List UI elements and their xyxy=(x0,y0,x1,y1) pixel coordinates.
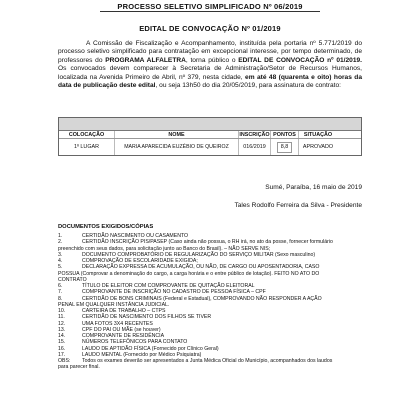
intro-text-1: A Comissão de Fiscalização e Acompanhamento, instituída pela portaria nº 5.771/2019 do processo seletivo simplificado para contratação em excepcional interesse, por tempo determinado, de professores do xyxy=(58,40,362,64)
list-item-number: 8. xyxy=(58,295,63,302)
list-item xyxy=(58,358,364,364)
deadline-text: em até 48 (quarenta e oito) horas da data de publicação deste edital xyxy=(58,73,362,90)
list-item-text: PENAL EM QUALQUER INSTÂNCIA JUDICIAL. xyxy=(58,301,170,308)
list-item-number: 5. xyxy=(58,264,63,271)
list-item-number: 2. xyxy=(58,239,63,246)
list-item-text: POSSUA (Comprovar a denominação do cargo, a carga horária e o entre público de lotação). FEITO NO ATO DO xyxy=(58,270,320,277)
list-item-number: OBS: xyxy=(58,358,71,364)
docs-title: DOCUMENTOS EXIGIDOS/CÓPIAS xyxy=(58,224,154,230)
list-item-number: 1. xyxy=(58,233,63,239)
list-item-text: CPF DO PAI OU MÃE (se houver) xyxy=(82,326,161,333)
list-item-text: UMA FOTOS 3X4 RECENTES xyxy=(82,320,153,327)
cell-nome: MARIA APARECIDA EUZÉBIO DE QUEIROZ xyxy=(115,139,239,155)
intro-paragraph xyxy=(58,40,362,90)
list-item-number: 3. xyxy=(58,251,63,258)
list-item-number: 11. xyxy=(58,314,65,321)
list-item-number: 13. xyxy=(58,326,66,333)
list-item-text: CERTIDÃO DE NASCIMENTO DOS FILHOS SE TIVER xyxy=(82,314,212,321)
list-item-text: CERTIDÃO DE BONS CRIMINAIS (Federal e Estadual), COMPROVANDO NÃO RESPONDER A AÇÃO xyxy=(82,295,322,302)
list-item-text: NÚMEROS TELEFÔNICOS PARA CONTATO xyxy=(82,339,188,346)
signature-line: Tales Rodolfo Ferreira da Silva - Presidente xyxy=(234,202,362,209)
intro-text-3: Os convocados devem comparecer à Secretaria de Administração/Setor de Recursos Humanos, localizada na Avenida Primeiro de Abril, nº 379, nesta cidade, xyxy=(58,65,362,81)
list-item-text: DECLARAÇÃO EXPRESSA DE ACUMULAÇÃO, OU NÃO, DE CARGO OU APOSENTADORIA, CASO xyxy=(82,264,320,271)
list-item-text: preenchido com seus dados, para solicitação junto ao Banco do Brasil). – NÃO SERVE NIS; xyxy=(58,245,271,252)
program-name: PROGRAMA ALFALETRA xyxy=(105,56,186,64)
list-item-text: LAUDO DE APTIDÃO FÍSICA (Fornecido por Clínico Geral) xyxy=(82,345,219,352)
list-item-number: 12. xyxy=(58,320,66,327)
list-item-text: COMPROVANTE DE RESIDÊNCIA xyxy=(82,333,165,339)
list-item-text: TÍTULO DE ELEITOR COM COMPROVANTE DE QUITAÇÃO ELEITORAL xyxy=(82,283,255,289)
list-item-text: LAUDO MENTAL (Fornecido por Médico Psiquiatra) xyxy=(82,351,202,358)
list-item-number: 16. xyxy=(58,345,66,352)
list-item-number: 10. xyxy=(58,308,66,314)
list-item-number: 15. xyxy=(58,339,66,346)
list-item-number: 7. xyxy=(58,289,63,296)
list-item-number: 14. xyxy=(58,333,66,339)
table-header-row xyxy=(59,131,361,139)
process-title: PROCESSO SELETIVO SIMPLIFICADO Nº 06/2019 xyxy=(117,2,303,11)
edital-reference: EDITAL DE CONVOCAÇÃO nº 01/2019. xyxy=(238,56,362,64)
col-pontos: PONTOS xyxy=(271,131,299,138)
list-item-text: CONTRATO xyxy=(58,276,87,283)
list-item-number: 6. xyxy=(58,283,63,289)
place-date: Sumé, Paraíba, 16 maio de 2019 xyxy=(265,184,362,191)
list-item-text: CERTIDÃO INSCRIÇÃO PIS/PASEP (Caso ainda não possua, o RH irá, no ato da posse, fornecer formulário xyxy=(82,239,333,246)
docs-list xyxy=(58,233,364,371)
list-item-text: para parecer final. xyxy=(58,364,100,371)
list-item-number: 4. xyxy=(58,258,63,264)
col-nome: NOME xyxy=(115,131,239,138)
table-top-bar xyxy=(59,118,361,131)
table-row xyxy=(59,139,361,155)
col-situacao: SITUAÇÃO xyxy=(303,131,333,138)
list-item-text: CARTEIRA DE TRABALHO – CTPS xyxy=(82,308,166,314)
list-item-text: COMPROVANTE DE INSCRIÇÃO NO CADASTRO DE PESSOA FÍSICA – CPF xyxy=(82,289,266,296)
convocation-table xyxy=(58,117,362,156)
list-item-text: DOCUMENTO COMPROBATÓRIO DE REGULARIZAÇÃO DO SERVIÇO MILITAR (Sexo masculino) xyxy=(82,251,316,258)
list-item-text: CERTIDÃO NASCIMENTO OU CASAMENTO xyxy=(82,233,189,239)
col-inscricao: INSCRIÇÃO xyxy=(239,131,270,138)
edital-title: EDITAL DE CONVOCAÇÃO Nº 01/2019 xyxy=(139,24,281,33)
list-item xyxy=(58,271,364,277)
list-item-number: 17. xyxy=(58,351,66,358)
intro-text-2: , torna público o xyxy=(185,56,236,64)
list-item-text: Todos os exames deverão ser apresentados a Junta Médica Oficial do Município, acompanhados dos laudos xyxy=(82,358,333,364)
intro-text-4: , ou seja 13h50 do dia 20/05/2019, para assinatura de contrato: xyxy=(155,82,341,90)
list-item-text: COMPROVAÇÃO DE ESCOLARIDADE EXIGIDA; xyxy=(82,258,198,264)
list-item xyxy=(58,364,364,370)
cell-colocacao: 1º LUGAR xyxy=(59,139,115,155)
col-colocacao: COLOCAÇÃO xyxy=(59,131,115,138)
cell-pontos: 8,8 xyxy=(277,142,293,153)
cell-inscricao: 016/2019 xyxy=(239,139,271,155)
cell-situacao: APROVADO xyxy=(302,144,334,150)
cell-pontos-wrap xyxy=(271,139,299,155)
title-underline xyxy=(100,11,320,12)
